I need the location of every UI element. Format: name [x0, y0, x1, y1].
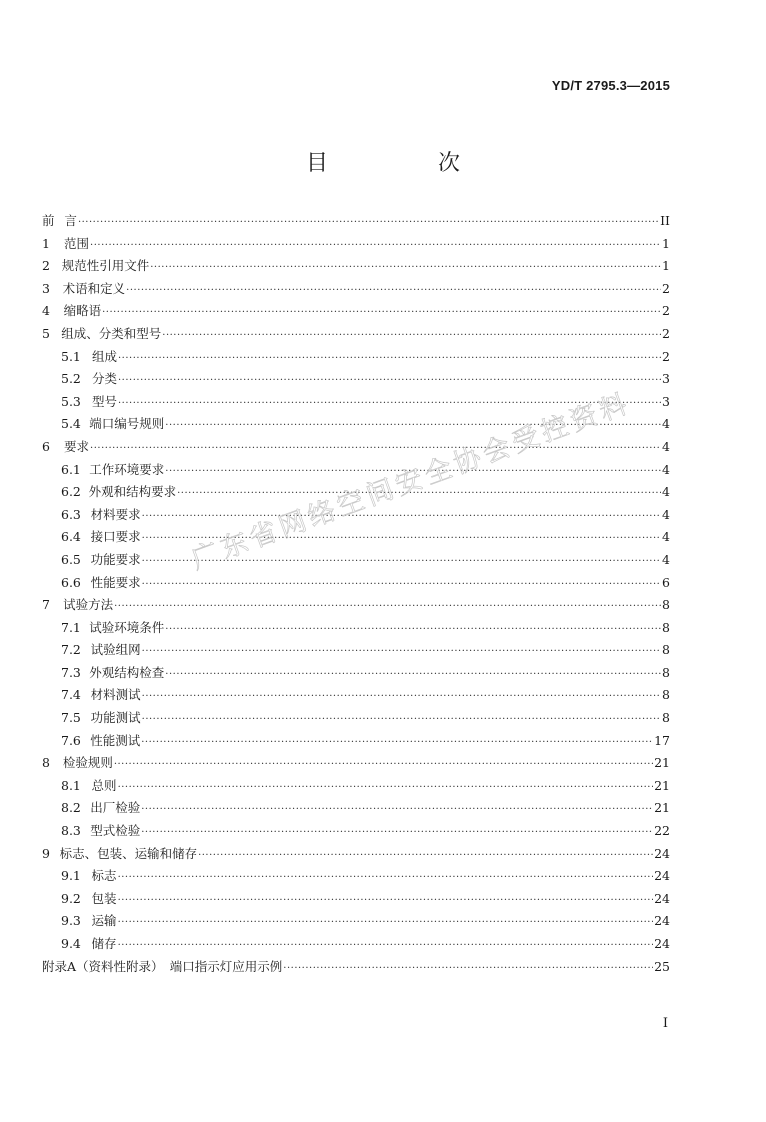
toc-entry-number: 7.6 — [61, 732, 81, 748]
toc-entry[interactable] — [42, 684, 670, 707]
toc-entry-page: 2 — [662, 348, 670, 364]
toc-entry[interactable] — [42, 707, 670, 730]
toc-entry[interactable] — [42, 210, 670, 233]
toc-entry-page: 8 — [662, 687, 670, 703]
toc-entry[interactable] — [42, 572, 670, 595]
toc-entry-page: 4 — [662, 506, 670, 522]
toc-leader-dots — [165, 664, 661, 687]
toc-entry-number: 7.3 — [61, 664, 81, 680]
toc-entry-page: 21 — [654, 755, 670, 771]
toc-entry-label: 分类 — [91, 371, 117, 387]
toc-leader-dots — [141, 732, 653, 755]
toc-entry[interactable] — [42, 662, 670, 685]
toc-entry-page: 8 — [662, 642, 670, 658]
toc-leader-dots — [142, 641, 661, 664]
toc-entry-label: 材料测试 — [90, 687, 141, 703]
toc-entry-label: 性能测试 — [90, 732, 141, 748]
toc-leader-dots — [142, 709, 661, 732]
toc-entry-label: 检验规则 — [62, 755, 113, 771]
toc-entry[interactable] — [42, 888, 670, 911]
toc-leader-dots — [90, 235, 661, 258]
toc-entry-page: 2 — [662, 303, 670, 319]
toc-entry-number: 5.2 — [61, 371, 81, 387]
toc-entry-number: 6.3 — [61, 506, 81, 522]
toc-entry[interactable] — [42, 278, 670, 301]
document-code: YD/T 2795.3—2015 — [551, 78, 670, 93]
toc-entry-number: 1 — [42, 235, 50, 251]
toc-entry[interactable] — [42, 910, 670, 933]
toc-entry[interactable] — [42, 526, 670, 549]
toc-entry-page: 4 — [662, 529, 670, 545]
toc-entry-page: 4 — [662, 484, 670, 500]
toc-entry-label: 出厂检验 — [90, 800, 141, 816]
toc-entry-page: 22 — [654, 823, 670, 839]
toc-entry-number: 4 — [42, 303, 50, 319]
toc-leader-dots — [165, 461, 661, 484]
toc-entry-page: 4 — [662, 416, 670, 432]
toc-entry-page: 8 — [662, 597, 670, 613]
toc-entry-number: 7.1 — [61, 619, 81, 635]
toc-entry-number: 9 — [42, 845, 50, 861]
toc-entry-page: 3 — [662, 393, 670, 409]
toc-entry-number: 3 — [42, 280, 50, 296]
toc-entry-page: 1 — [662, 258, 670, 274]
toc-entry-number: 8 — [42, 755, 50, 771]
page-title: 目 次 — [305, 151, 504, 176]
toc-entry-page: 25 — [654, 958, 670, 974]
toc-entry-label: 型式检验 — [90, 823, 141, 839]
toc-entry[interactable] — [42, 775, 670, 798]
toc-entry-label: 总则 — [91, 777, 117, 793]
toc-entry-number: 5.4 — [61, 416, 81, 432]
toc-leader-dots — [118, 935, 654, 958]
toc-leader-dots — [150, 257, 661, 280]
toc-entry-number: 6.2 — [61, 484, 81, 500]
toc-entry-label: 范围 — [64, 235, 90, 251]
toc-entry[interactable] — [42, 504, 670, 527]
toc-entry-label: 标志、包装、运输和储存 — [59, 845, 198, 861]
toc-entry-number: 5.1 — [61, 348, 81, 364]
toc-entry-page: 24 — [654, 913, 670, 929]
toc-entry-number: 7.5 — [61, 710, 81, 726]
toc-leader-dots — [118, 370, 661, 393]
toc-entry-label: 材料要求 — [90, 506, 141, 522]
toc-entry-label: 端口编号规则 — [89, 416, 165, 432]
toc-entry-label: 术语和定义 — [62, 280, 126, 296]
toc-entry-page: 1 — [662, 235, 670, 251]
toc-entry[interactable] — [42, 413, 670, 436]
toc-entry-number: 前 — [42, 213, 55, 228]
toc-leader-dots — [141, 799, 653, 822]
toc-entry[interactable] — [42, 368, 670, 391]
toc-entry-page: 8 — [662, 710, 670, 726]
toc-leader-dots — [142, 686, 661, 709]
toc-entry-page: 24 — [654, 936, 670, 951]
toc-leader-dots — [165, 619, 661, 642]
toc-entry[interactable] — [42, 797, 670, 820]
toc-leader-dots — [142, 551, 661, 574]
toc-entry-page: 24 — [654, 890, 670, 906]
toc-leader-dots — [126, 280, 661, 303]
toc-entry-page: 4 — [662, 551, 670, 567]
toc-entry-page: 24 — [654, 868, 670, 884]
table-of-contents — [42, 210, 670, 978]
toc-entry-number: 6.6 — [61, 574, 81, 590]
toc-entry-label: 功能测试 — [90, 710, 141, 726]
watermark: 广东省网络空间安全协会受控资料 — [187, 387, 635, 576]
toc-entry-page: 21 — [654, 777, 670, 793]
toc-entry[interactable] — [42, 300, 670, 323]
toc-entry-label: 组成 — [91, 348, 117, 364]
toc-entry-page: 3 — [662, 371, 670, 387]
toc-entry-label: 功能要求 — [90, 551, 141, 567]
toc-leader-dots — [162, 325, 661, 348]
toc-entry-number: 9.2 — [61, 890, 81, 906]
toc-leader-dots — [283, 958, 653, 981]
toc-leader-dots — [118, 777, 654, 800]
toc-entry-number: 6.1 — [61, 461, 81, 477]
toc-leader-dots — [142, 506, 661, 529]
toc-entry-label: 组成、分类和型号 — [61, 325, 162, 341]
toc-leader-dots — [141, 822, 653, 845]
toc-entry-label: 缩略语 — [63, 303, 102, 319]
toc-entry-number: 6.4 — [61, 529, 81, 545]
toc-entry-page: 2 — [662, 325, 670, 341]
toc-entry-label: 要求 — [64, 438, 90, 454]
toc-entry-page: 4 — [662, 461, 670, 477]
toc-entry-page: 8 — [662, 619, 670, 635]
toc-entry-number: 7.4 — [61, 687, 81, 703]
toc-entry[interactable] — [42, 933, 670, 956]
toc-leader-dots — [118, 393, 661, 416]
toc-entry[interactable] — [42, 594, 670, 617]
toc-leader-dots — [114, 596, 661, 619]
toc-entry-label: 运输 — [91, 913, 117, 929]
toc-entry-page: 8 — [662, 664, 670, 680]
toc-leader-dots — [165, 415, 661, 438]
toc-entry[interactable] — [42, 346, 670, 369]
toc-entry-page: 4 — [662, 438, 670, 454]
toc-entry-page: 6 — [662, 574, 670, 590]
toc-entry-number: 8.1 — [61, 777, 81, 793]
page-number: I — [662, 1016, 668, 1031]
toc-entry-label: 试验组网 — [90, 642, 141, 658]
toc-entry-number: 6 — [42, 438, 50, 454]
toc-entry-number: 8.2 — [61, 800, 81, 816]
toc-entry-label: 附录A（资料性附录） 端口指示灯应用示例 — [42, 958, 283, 974]
toc-entry-label: 储存 — [91, 936, 117, 951]
toc-entry[interactable] — [42, 436, 670, 459]
toc-entry-label: 包装 — [91, 890, 117, 906]
toc-entry[interactable] — [42, 549, 670, 572]
toc-entry-label: 试验环境条件 — [89, 619, 165, 635]
toc-entry[interactable] — [42, 730, 670, 753]
toc-entry-number: 5 — [42, 325, 50, 341]
toc-leader-dots — [102, 302, 661, 325]
toc-entry-page: 21 — [654, 800, 670, 816]
toc-entry-label: 试验方法 — [63, 597, 114, 613]
toc-entry-label: 规范性引用文件 — [61, 258, 150, 274]
toc-entry-label: 接口要求 — [90, 529, 141, 545]
toc-entry[interactable] — [42, 323, 670, 346]
toc-leader-dots — [142, 574, 661, 597]
toc-entry-number: 7 — [42, 597, 50, 613]
toc-leader-dots — [118, 348, 661, 371]
toc-entry-page: 17 — [654, 732, 670, 748]
toc-entry[interactable] — [42, 752, 670, 775]
toc-entry[interactable] — [42, 255, 670, 278]
toc-entry-page: 24 — [654, 845, 670, 861]
toc-entry-number: 5.3 — [61, 393, 81, 409]
toc-leader-dots — [118, 890, 654, 913]
toc-entry-number: 9.1 — [61, 868, 81, 884]
toc-leader-dots — [118, 867, 654, 890]
toc-entry[interactable] — [42, 391, 670, 414]
toc-entry[interactable] — [42, 459, 670, 482]
toc-entry-label: 型号 — [91, 393, 117, 409]
toc-entry-label: 外观和结构要求 — [88, 484, 177, 500]
toc-entry[interactable] — [42, 639, 670, 662]
toc-entry-label: 性能要求 — [90, 574, 141, 590]
toc-entry-label: 外观结构检查 — [89, 664, 165, 680]
toc-entry-number: 9.4 — [61, 936, 81, 951]
toc-entry-label: 言 — [64, 213, 77, 228]
toc-entry[interactable] — [42, 956, 670, 979]
toc-entry[interactable] — [42, 233, 670, 256]
toc-leader-dots — [90, 438, 661, 461]
toc-entry-page: II — [660, 213, 670, 228]
toc-entry[interactable] — [42, 820, 670, 843]
toc-entry-number: 2 — [42, 258, 50, 274]
toc-leader-dots — [198, 845, 653, 868]
toc-leader-dots — [114, 754, 653, 777]
toc-leader-dots — [78, 212, 659, 235]
toc-entry-label: 标志 — [91, 868, 117, 884]
toc-leader-dots — [177, 483, 661, 506]
toc-entry[interactable] — [42, 481, 670, 504]
toc-entry-number: 8.3 — [61, 823, 81, 839]
toc-leader-dots — [142, 528, 661, 551]
toc-entry-number: 7.2 — [61, 642, 81, 658]
toc-entry[interactable] — [42, 617, 670, 640]
toc-entry-page: 2 — [662, 280, 670, 296]
toc-entry-number: 6.5 — [61, 551, 81, 567]
toc-leader-dots — [118, 912, 654, 935]
toc-entry[interactable] — [42, 865, 670, 888]
toc-entry-number: 9.3 — [61, 913, 81, 929]
toc-entry-label: 工作环境要求 — [89, 461, 165, 477]
toc-entry[interactable] — [42, 843, 670, 866]
